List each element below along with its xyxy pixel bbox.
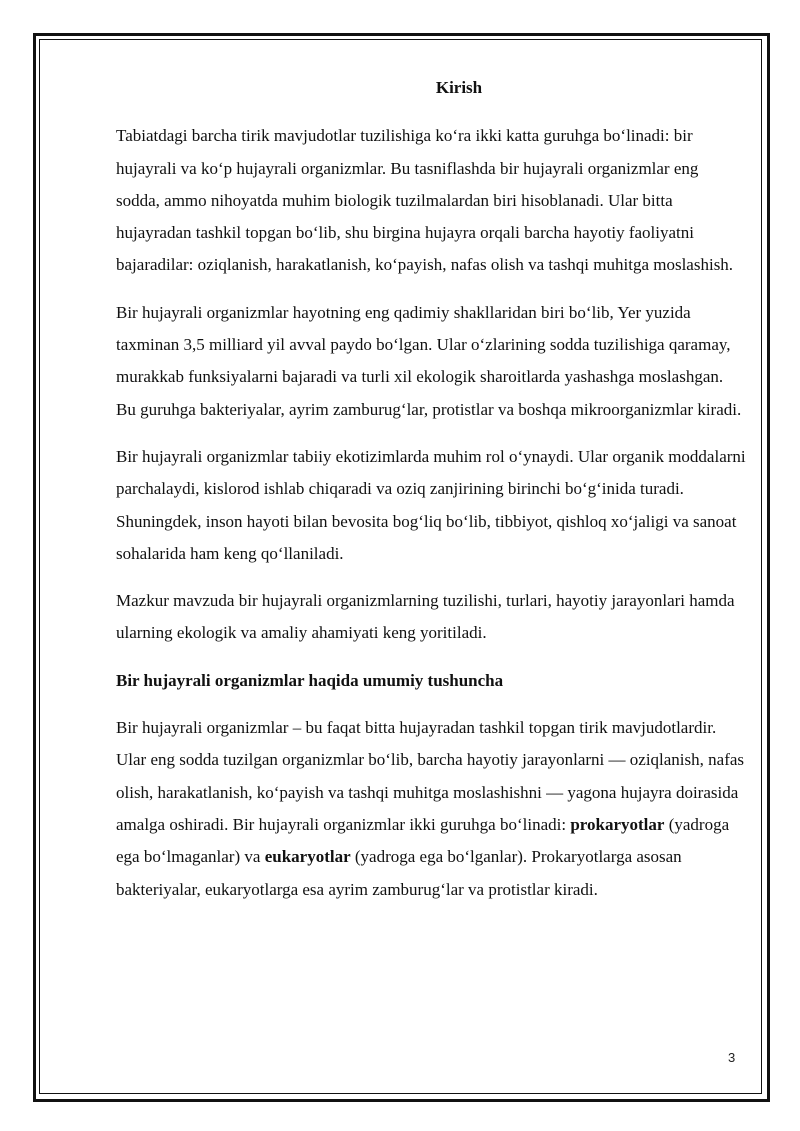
- paragraph-3: Bir hujayrali organizmlar tabiiy ekotizimlarda muhim rol oʻynaydi. Ular organik moddalarni parchalaydi, kislorod ishlab chiqaradi va oziq zanjirining birinchi boʻgʻinida turadi. Shuningdek, inson hayoti bilan bevosita bogʻliq boʻlib, tibbiyot, qishloq xoʻjaligi va sanoat sohalarida ham keng qoʻllaniladi.: [116, 446, 746, 563]
- paragraph-2: Bir hujayrali organizmlar hayotning eng qadimiy shakllaridan biri boʻlib, Yer yuzida taxminan 3,5 milliard yil avval paydo boʻlgan. Ular oʻzlarining sodda tuzilishiga qaramay, murakkab funksiyalarni bajaradi va turli xil ekologik sharoitlarda yashashga moslashgan. Bu guruhga bakteriyalar, ayrim zamburugʻlar, protistlar va boshqa mikroorganizmlar kiradi.: [116, 302, 742, 419]
- section-paragraph-text-1: Bir hujayrali organizmlar – bu faqat bitta hujayradan tashkil topgan tirik mavjudotlardir. Ular eng sodda tuzilgan organizmlar boʻlib, barcha hayotiy jarayonlarni — oziqlanish, nafas olish, harakatlanish, koʻpayish va tashqi muhitga moslashishni — yagona hujayra doirasida amalga oshiradi. Bir hujayrali organizmlar ikki guruhga boʻlinadi:: [116, 718, 745, 834]
- document-body: [116, 72, 746, 921]
- term-prokaryotlar: prokaryotlar: [570, 814, 665, 834]
- term-eukaryotlar: eukaryotlar: [264, 847, 351, 867]
- paragraph-1: Tabiatdagi barcha tirik mavjudotlar tuzilishiga koʻra ikki katta guruhga boʻlinadi: bir hujayrali va koʻp hujayrali organizmlar. Bu tasniflashda bir hujayrali organizmlar eng sodda, ammo nihoyatda muhim biologik tuzilmalardan biri hisoblanadi. Ular bitta hujayradan tashkil topgan boʻlib, shu birgina hujayra orqali barcha hayotiy faoliyatni bajaradilar: oziqlanish, harakatlanish, koʻpayish, nafas olish va tashqi muhitga moslashish.: [116, 126, 734, 275]
- document-title: Kirish: [435, 78, 483, 97]
- paragraph-4: Mazkur mavzuda bir hujayrali organizmlarning tuzilishi, turlari, hayotiy jarayonlari hamda ularning ekologik va amaliy ahamiyati keng yoritiladi.: [116, 591, 735, 643]
- section-paragraph: [116, 712, 746, 906]
- page-number: 3: [728, 1050, 736, 1065]
- section-paragraph-text-2: (yadroga ega boʻlmaganlar) va: [116, 814, 730, 867]
- section-heading: Bir hujayrali organizmlar haqida umumiy tushuncha: [116, 670, 504, 690]
- section-paragraph-text-3: (yadroga ega boʻlganlar). Prokaryotlarga asosan bakteriyalar, eukaryotlarga esa ayrim zamburugʻlar va protistlar kiradi.: [116, 847, 682, 899]
